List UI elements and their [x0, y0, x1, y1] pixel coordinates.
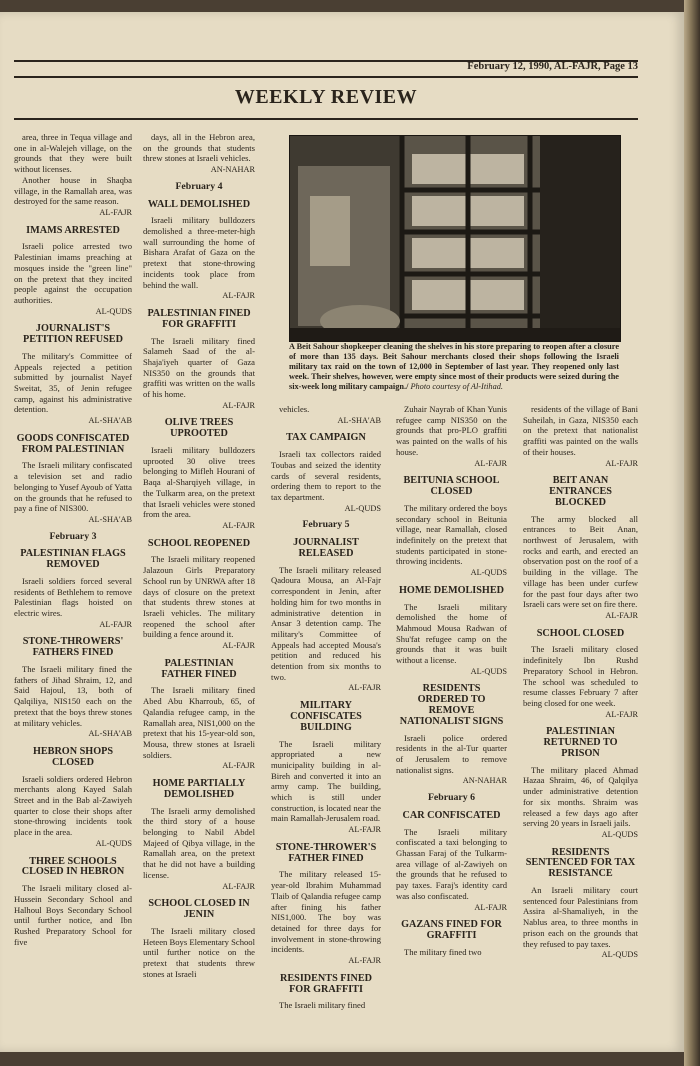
article-paragraph: An Israeli military court sentenced four Palestinians from Assira al-Shamaliyeh, in the Nablus area, to three months in prison each on the grounds that they refused to pay taxes.	[523, 885, 638, 949]
article-source: AL-SHA'AB	[88, 729, 132, 739]
shop-photo	[289, 135, 621, 342]
article-source: AL-FAJR	[605, 709, 638, 719]
article-headline: PALESTINIAN FINED FOR GRAFFITI	[147, 307, 251, 330]
article-source: AN-NAHAR	[210, 165, 255, 175]
article-source: AL-FAJR	[222, 400, 255, 410]
article-paragraph: area, three in Tequa village and one in al-Walejeh village, on the grounds that they were built without licenses.	[14, 132, 132, 175]
article-headline: IMAMS ARRESTED	[26, 224, 120, 236]
article-headline: STONE-THROWERS' FATHERS FINED	[22, 636, 124, 659]
article-paragraph: Another house in Shaqba village, in the Ramallah area, was destroyed for the same reason.	[14, 174, 132, 207]
article-headline: GOODS CONFISCATED FROM PALESTINIAN	[16, 432, 130, 455]
article-source: AL-FAJR	[99, 207, 132, 217]
article-paragraph: The Israeli military closed indefinitely Ibn Rushd Preparatory School in Hebron. The school was scheduled to resume classes February 7 after being closed for one week.	[523, 644, 638, 708]
article-source: AL-FAJR	[348, 683, 381, 693]
article-headline: GAZANS FINED FOR GRAFFITI	[401, 919, 502, 942]
date-heading: February 5	[302, 519, 350, 531]
article-headline: JOURNALIST RELEASED	[293, 537, 359, 559]
article-paragraph: Israeli soldiers ordered Hebron merchants along Kayed Salah Street and in the Bab al-Zawiyeh quarter to close their shops after stone-throwing incidents took place in the area.	[14, 773, 132, 838]
article-headline: PALESTINIAN RETURNED TO PRISON	[543, 726, 618, 759]
article-source: AL-FAJR	[99, 619, 132, 629]
article-paragraph: The Israeli army demolished the third story of a house belonging to Nabil Abdel Majeed of Qibya village, in the Ramallah area, on the pretext that he did not have a building license.	[143, 805, 255, 880]
article-paragraph: days, all in the Hebron area, on the grounds that students threw stones at Israeli vehicles.	[143, 132, 255, 164]
article-headline: SCHOOL CLOSED IN JENIN	[148, 898, 250, 921]
article-paragraph: Israeli soldiers forced several residents of Bethlehem to remove Palestinian flags hoisted on electric wires.	[14, 575, 132, 619]
article-source: AL-FAJR	[222, 881, 255, 891]
article-paragraph: The Israeli military demolished the home of Mahmoud Mousa Radwan of Shu'fat refugee camp on the grounds that it was built without a license.	[396, 601, 507, 666]
book-spine	[684, 0, 700, 1066]
page-folio: February 12, 1990, AL-FAJR, Page 13	[467, 61, 638, 72]
article-headline: PALESTINIAN FLAGS REMOVED	[20, 548, 126, 571]
date-heading: February 3	[49, 530, 97, 542]
article-source: AL-SHA'AB	[88, 514, 132, 524]
column-2	[143, 132, 255, 979]
article-source: AL-QUDS	[470, 666, 507, 676]
article-headline: TAX CAMPAIGN	[286, 432, 366, 444]
article-headline: SCHOOL REOPENED	[147, 537, 251, 549]
article-source: AL-FAJR	[348, 956, 381, 966]
article-paragraph: The military's Committee of Appeals rejected a petition submitted by journalist Nayef Sweitat, 35, of Jenin refugee camp, against his administrative detention.	[14, 350, 132, 415]
article-headline: STONE-THROWER'S FATHER FINED	[275, 841, 377, 864]
article-paragraph: The military fined two	[404, 946, 482, 957]
article-headline: PALESTINIAN FATHER FINED	[161, 657, 237, 680]
caption-text: A Beit Sahour shopkeeper cleaning the shelves in his store preparing to reopen after a closure of more than 135 days. Beit Sahour merchants closed their shops following the Israeli military tax raid on the town of 12,000 in September of last year. They reopened only last week. Their shelves, however, were empty since most of their products were seized during the six-week long military campaign./	[289, 342, 619, 391]
article-source: AL-FAJR	[605, 458, 638, 468]
article-paragraph: Israeli tax collectors raided Toubas and seized the identity cards of several residents, ordering them to report to the tax department.	[271, 449, 381, 503]
article-paragraph: Israeli police arrested two Palestinian imams preaching at mosques inside the "green line" on the pretext that they incited people against the occupation authorities.	[14, 241, 132, 305]
column-4	[396, 404, 507, 958]
article-paragraph: The army blocked all entrances to Beit Anan, northwest of Jerusalem, with rocks and earth, and erected an observation post on the roof of a building in the village. The village has been under curfew for the past four days after two Israeli cars were set on fire there.	[523, 513, 638, 610]
article-source: AL-FAJR	[474, 902, 507, 912]
article-source: AL-FAJR	[222, 761, 255, 771]
article-paragraph: The military ordered the boys secondary school in Beitunia village, near Ramallah, closed indefinitely on the pretext that students participated in stone-throwing incidents.	[396, 502, 507, 567]
article-paragraph: The military released 15-year-old Ibrahim Muhammad Tlaib of Qalandia refugee camp after fining his father NIS1,000. The boy was detained for three days for involvement in stone-throwing incidents.	[271, 869, 381, 955]
article-headline: BEIT ANAN ENTRANCES BLOCKED	[549, 475, 612, 508]
article-headline: BEITUNIA SCHOOL CLOSED	[403, 475, 500, 498]
article-source: AL-SHA'AB	[337, 415, 381, 425]
article-source: AL-FAJR	[474, 458, 507, 468]
section-title: WEEKLY REVIEW	[234, 86, 418, 108]
article-paragraph: The Israeli military confiscated a television set and radio belonging to Yusef Ayoub of Yatta on the grounds that he refused to pay a fine of NIS300.	[14, 460, 132, 514]
article-paragraph: The Israeli military closed al-Hussein Secondary School and Halhoul Boys Secondary School until further notice, and Ibn Rushed Preparatory School for five	[14, 883, 132, 947]
photo-credit: Photo courtesy of Al-Itihad.	[410, 382, 503, 391]
column-3	[271, 404, 381, 1011]
article-paragraph: The Israeli military closed Heteen Boys Elementary School until further notice on the pretext that students threw stones at Israeli	[143, 925, 255, 979]
article-source: AL-QUDS	[601, 950, 638, 960]
article-paragraph: The Israeli military appropriated a new municipality building in al-Bireh and converted it into an army camp. The building, which is still under construction, is located near the main Ramallah-Jerusalem road.	[271, 738, 381, 824]
article-headline: MILITARY CONFISCATES BUILDING	[290, 700, 362, 733]
article-paragraph: Zuhair Nayrab of Khan Yunis refugee camp NIS350 on the grounds that pro-PLO graffiti was painted on the walls of his house.	[396, 404, 507, 457]
article-paragraph: The Israeli military fined Abed Abu Kharroub, 65, of Qalandia refugee camp, in the Ramallah area, NIS1,000 on the pretext that his 15-year-old son, Mousa, threw stones at Israeli soldiers.	[143, 685, 255, 760]
article-headline: CAR CONFISCATED	[402, 809, 501, 821]
article-headline: WALL DEMOLISHED	[147, 198, 251, 210]
article-headline: RESIDENTS SENTENCED FOR TAX RESISTANCE	[525, 846, 636, 880]
article-paragraph: The Israeli military reopened Jalazoun Girls Preparatory School run by UNRWA after 18 days of closure on the pretext that students threw stones at Israeli vehicles. The military reopened the school after building a fence around it.	[143, 554, 255, 640]
article-source: AL-FAJR	[222, 291, 255, 301]
article-headline: THREE SCHOOLS CLOSED IN HEBRON	[21, 855, 125, 878]
article-source: AN-NAHAR	[462, 776, 507, 786]
article-headline: HOME DEMOLISHED	[399, 584, 504, 596]
article-headline: HOME PARTIALLY DEMOLISHED	[152, 778, 246, 800]
article-paragraph: Israeli military bulldozers demolished a three-meter-high wall surrounding the home of Bishara Arafat of Gaza on the pretext that stone-throwing incidents took place from behind the wall.	[143, 215, 255, 290]
article-paragraph: The Israeli military confiscated a taxi belonging to Ghassan Faraj of the Tulkarm-area village of al-Zawiyeh on the grounds that he refused to pay taxes. Faraj's identity card was also confiscated.	[396, 826, 507, 901]
photo-caption	[289, 342, 619, 392]
article-paragraph: Israeli military bulldozers uprooted 30 olive trees belonging to Mifleh Hourani of Baqa al-Sharqiyeh village, in the Tulkarm area, on the pretext that Israeli vehicles were stoned from the area.	[143, 445, 255, 520]
article-source: AL-FAJR	[222, 520, 255, 530]
article-paragraph: vehicles.	[279, 404, 310, 414]
column-5	[523, 404, 638, 963]
shop-shelves-image	[290, 136, 620, 341]
date-heading: February 6	[427, 792, 476, 804]
article-paragraph: The Israeli military fined Salameh Saad of the al-Shaja'iyeh quarter of Gaza NIS350 on the grounds that graffiti was written on the walls of his home.	[143, 335, 255, 400]
article-source: AL-QUDS	[95, 838, 132, 848]
article-source: AL-FAJR	[222, 641, 255, 651]
article-source: AL-FAJR	[605, 610, 638, 620]
column-1	[14, 132, 132, 947]
article-headline: SCHOOL CLOSED	[536, 627, 625, 639]
article-paragraph: The Israeli military fined the fathers of Jihad Shraim, 12, and Said Hajoul, 13, both of Qalqiliya, NIS150 each on the pretext that the boys threw stones at military vehicles.	[14, 664, 132, 728]
date-heading: February 4	[175, 180, 223, 192]
article-headline: OLIVE TREES UPROOTED	[164, 417, 234, 440]
newspaper-page	[0, 12, 684, 1052]
article-headline: RESIDENTS FINED FOR GRAFFITI	[280, 972, 372, 995]
article-source: AL-QUDS	[344, 503, 381, 513]
article-paragraph: residents of the village of Bani Suheilah, in Gaza, NIS350 each on the pretext that nationalist graffiti was painted on the walls of their houses.	[523, 404, 638, 457]
article-source: AL-QUDS	[601, 829, 638, 839]
article-headline: JOURNALIST'S PETITION REFUSED	[23, 323, 123, 346]
article-source: AL-SHA'AB	[88, 416, 132, 426]
article-headline: HEBRON SHOPS CLOSED	[32, 746, 114, 768]
article-source: AL-QUDS	[470, 568, 507, 578]
article-paragraph: The Israeli military released Qadoura Mousa, an Al-Fajr correspondent in Jenin, after holding him for two months in administrative detention in Ansar 3 detention camp. The military's Committee of Appeals had accepted Mousa's petition and reduced his detention from six months to two.	[271, 564, 381, 682]
folio-rule	[14, 76, 638, 78]
masthead-rule	[14, 118, 638, 120]
article-source: AL-FAJR	[348, 825, 381, 835]
article-source: AL-QUDS	[95, 306, 132, 316]
article-paragraph: The military placed Ahmad Hazaa Shraim, 46, of Qalqilya under administrative detention for six months. Shraim was released a few days ago after serving 20 years in Israeli jails.	[523, 764, 638, 829]
article-paragraph: Israeli police ordered residents in the al-Tur quarter of Jerusalem to remove nationalist signs.	[396, 732, 507, 775]
article-paragraph: The Israeli military fined	[279, 1000, 366, 1011]
article-headline: RESIDENTS ORDERED TO REMOVE NATIONALIST SIGNS	[399, 683, 504, 727]
